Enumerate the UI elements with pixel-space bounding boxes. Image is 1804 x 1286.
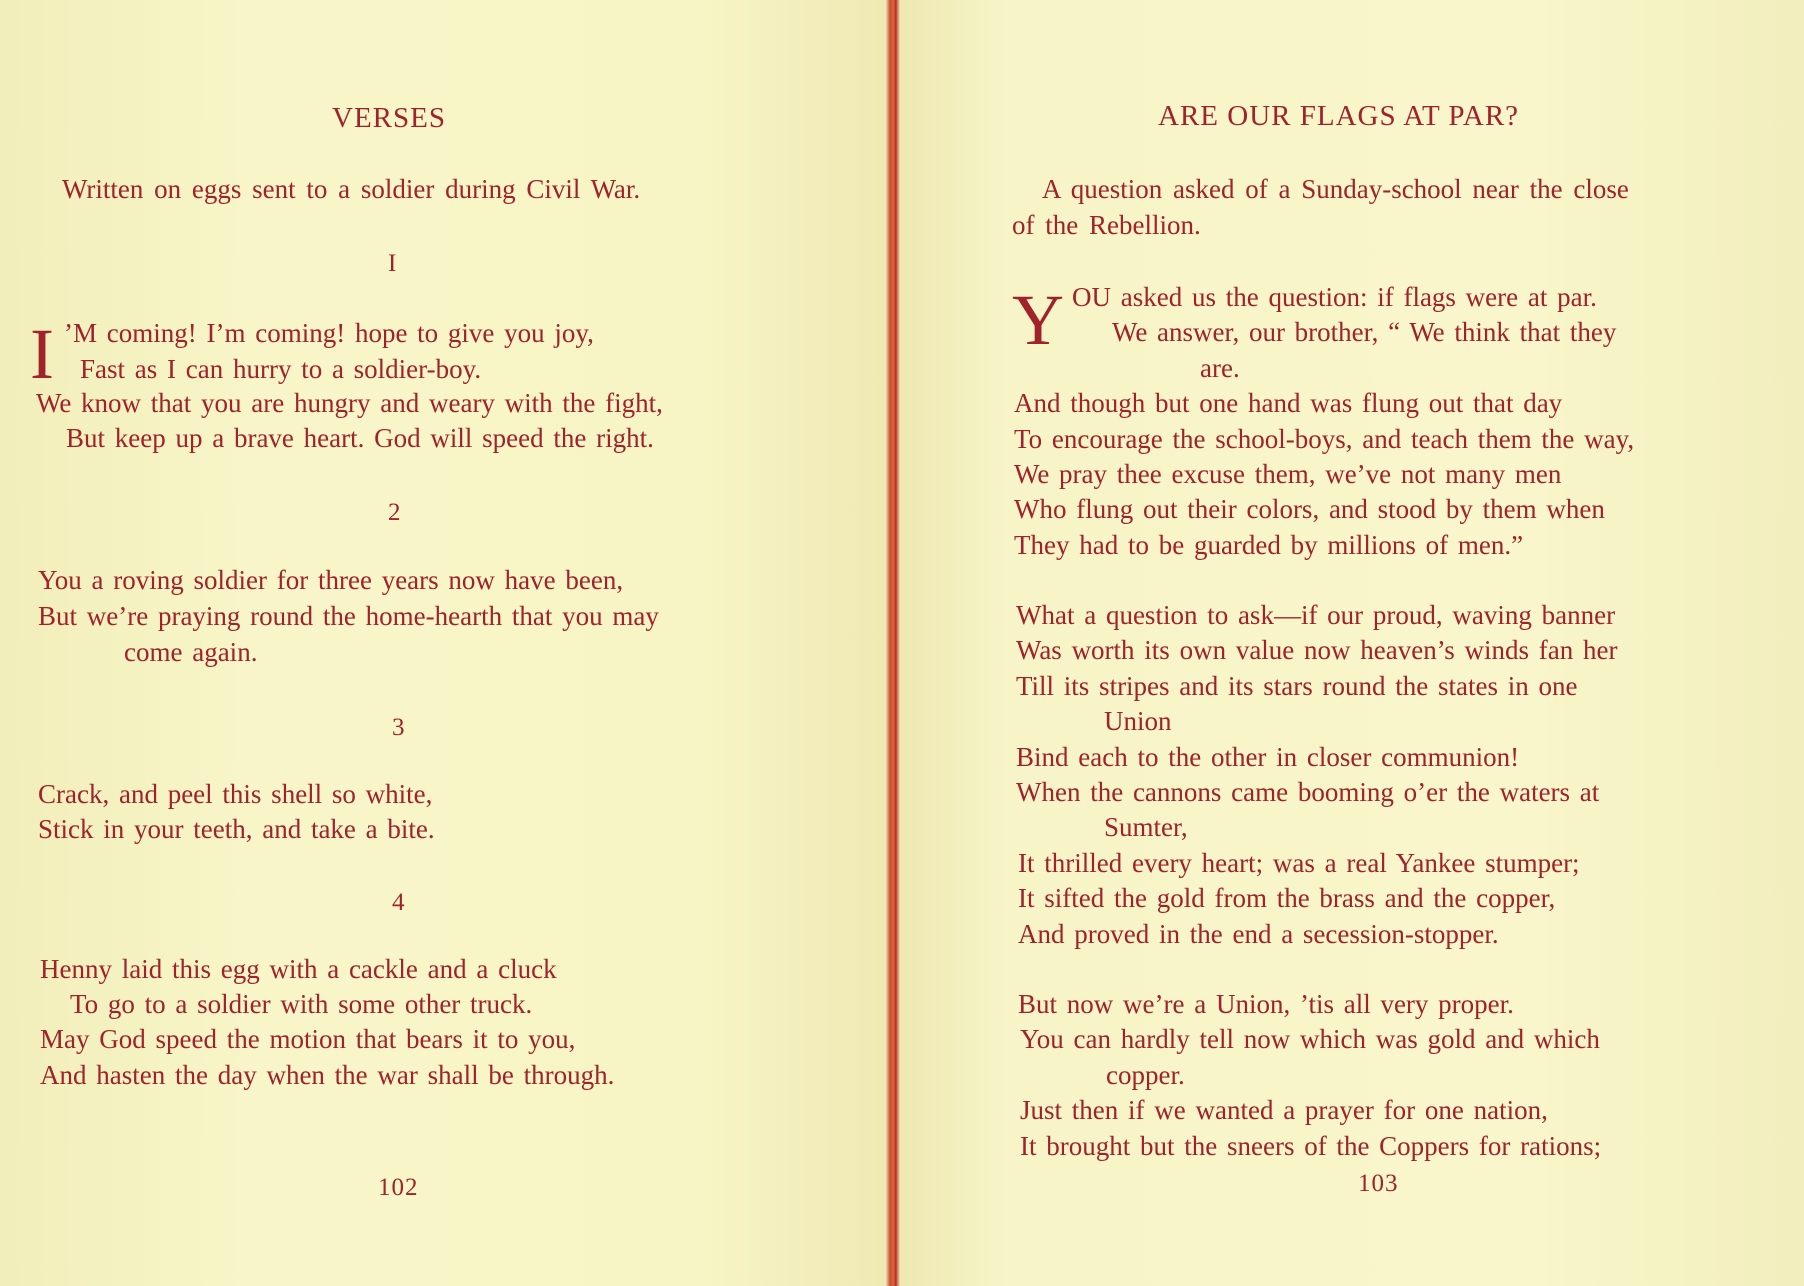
verse-line: May God speed the motion that bears it to you, <box>40 1024 576 1054</box>
drop-cap: Y <box>1012 280 1064 360</box>
page-number: 103 <box>1358 1170 1399 1197</box>
verse-line: When the cannons came booming o’er the waters at <box>1016 777 1600 807</box>
left-page <box>0 0 886 1286</box>
verse-line: But now we’re a Union, ’tis all very proper. <box>1018 989 1514 1019</box>
verse-line: Was worth its own value now heaven’s winds fan her <box>1016 635 1618 665</box>
verse-line: Fast as I can hurry to a soldier-boy. <box>80 354 482 384</box>
verse-line: ’M coming! I’m coming! hope to give you joy, <box>64 318 594 348</box>
verse-line: are. <box>1200 353 1240 383</box>
verse-line: It brought but the sneers of the Coppers for rations; <box>1020 1131 1602 1161</box>
right-page <box>900 0 1804 1286</box>
verse-line: But keep up a brave heart. God will speed the right. <box>66 423 654 453</box>
verse-line: It thrilled every heart; was a real Yankee stumper; <box>1018 848 1580 878</box>
verse-line: Who flung out their colors, and stood by them when <box>1014 494 1605 524</box>
verse-line: They had to be guarded by millions of men.” <box>1014 530 1524 560</box>
page-title: VERSES <box>332 102 446 134</box>
verse-line: And though but one hand was flung out that day <box>1014 388 1563 418</box>
verse-line: To go to a soldier with some other truck. <box>70 989 533 1019</box>
verse-line: Stick in your teeth, and take a bite. <box>38 814 435 844</box>
verse-line: Sumter, <box>1104 812 1188 842</box>
verse-line: And hasten the day when the war shall be through. <box>40 1060 615 1090</box>
poem-subtitle: A question asked of a Sunday-school near the close <box>1042 174 1629 204</box>
verse-line: You can hardly tell now which was gold and which <box>1020 1024 1600 1054</box>
verse-line: You a roving soldier for three years now have been, <box>38 565 624 595</box>
verse-line: What a question to ask—if our proud, waving banner <box>1016 600 1616 630</box>
verse-line: Crack, and peel this shell so white, <box>38 779 433 809</box>
verse-line: But we’re praying round the home-hearth that you may <box>38 601 659 631</box>
drop-cap: I <box>30 314 54 394</box>
verse-line: Union <box>1104 706 1172 736</box>
verse-line: come again. <box>124 637 258 667</box>
verse-line: Bind each to the other in closer communion! <box>1016 742 1520 772</box>
page-number: 102 <box>378 1174 419 1201</box>
poem-subtitle: Written on eggs sent to a soldier during Civil War. <box>62 174 641 204</box>
section-number-3: 3 <box>392 714 405 741</box>
verse-line: And proved in the end a secession-stopper. <box>1018 919 1499 949</box>
verse-line: copper. <box>1106 1060 1185 1090</box>
verse-line: We know that you are hungry and weary with the fight, <box>36 388 663 418</box>
verse-line: Till its stripes and its stars round the states in one <box>1016 671 1578 701</box>
book-gutter <box>886 0 900 1286</box>
section-number-2: 2 <box>388 499 401 526</box>
section-number-4: 4 <box>392 889 405 916</box>
verse-line: To encourage the school-boys, and teach them the way, <box>1014 424 1635 454</box>
page-title: ARE OUR FLAGS AT PAR? <box>1158 100 1520 132</box>
poem-subtitle: of the Rebellion. <box>1012 210 1201 240</box>
verse-line: Just then if we wanted a prayer for one nation, <box>1020 1095 1548 1125</box>
verse-line: OU asked us the question: if flags were at par. <box>1072 282 1597 312</box>
verse-line: We pray thee excuse them, we’ve not many men <box>1014 459 1562 489</box>
section-number-1: I <box>388 250 397 277</box>
verse-line: It sifted the gold from the brass and the copper, <box>1018 883 1556 913</box>
verse-line: Henny laid this egg with a cackle and a cluck <box>40 954 557 984</box>
verse-line: We answer, our brother, “ We think that they <box>1112 317 1617 347</box>
